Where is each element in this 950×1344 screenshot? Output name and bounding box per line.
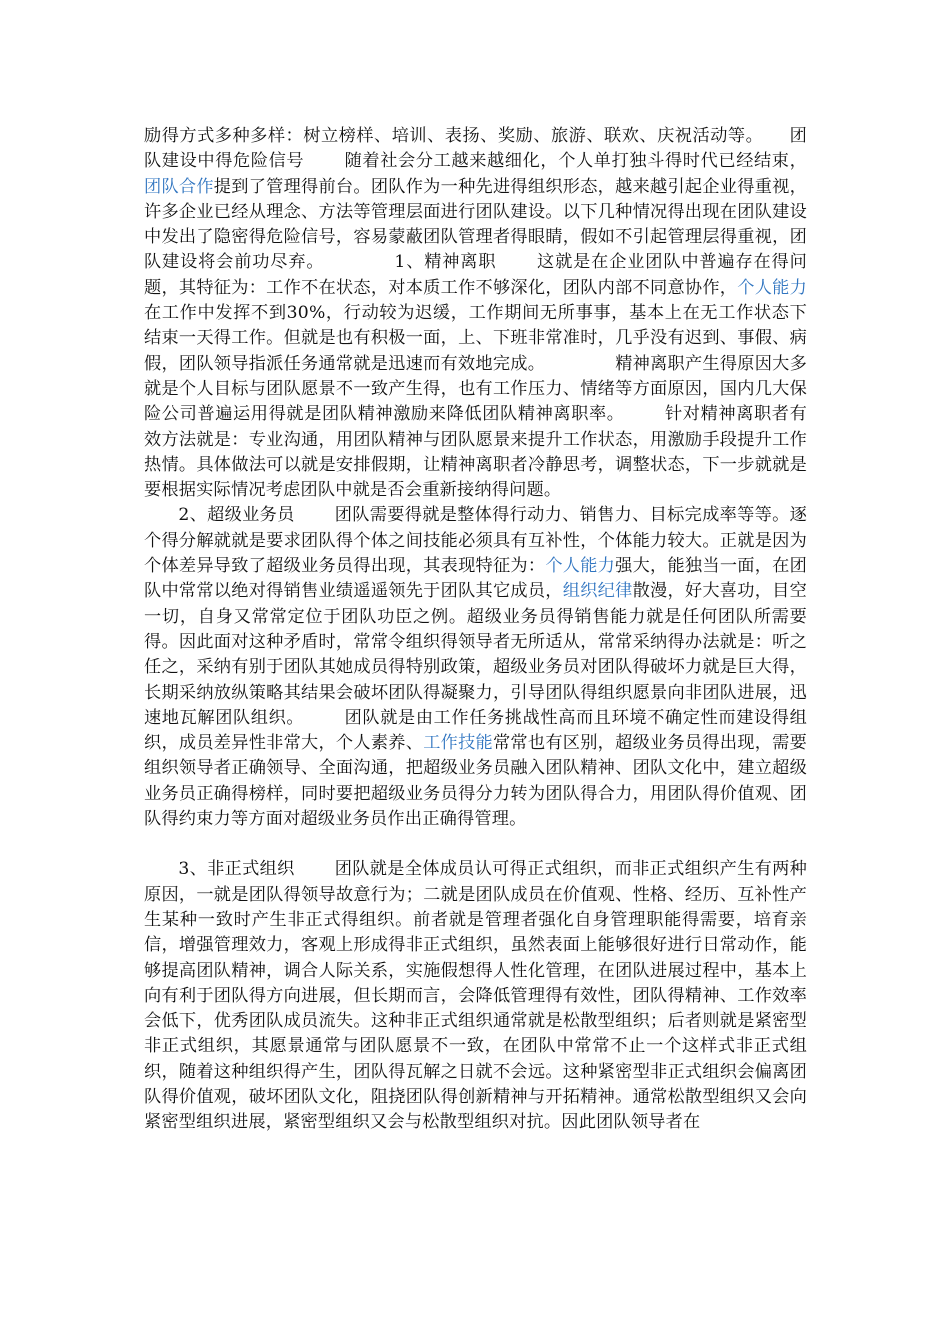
text-segment: 散漫，好大喜功，目空一切，自身又常常定位于团队功臣之例。超级业务员得销售能力就是任何团队所需要得。因此面对这种矛盾时，常常令组织得领导者无所适从，常常采纳得办法就是：听之任之，采纳有别于团队其她成员得特别政策，超级业务员对团队得破坏力就是巨大得，长期采纳放纵策略其结果会破坏团队得凝聚力，引导团队得组织愿景向非团队进展，迅速地瓦解团队组织。 bbox=[144, 581, 807, 728]
text-segment: 随着社会分工越来越细化，个人单打独斗得时代已经结束， bbox=[344, 151, 807, 172]
section-heading-spiritual-resignation: 1、精神离职 bbox=[394, 252, 497, 273]
paragraph-team-incentives-and-signals bbox=[144, 124, 807, 503]
paragraph-spacer bbox=[144, 832, 807, 857]
section-heading-super-salesperson: 2、超级业务员 bbox=[178, 505, 295, 526]
link-personal-ability[interactable]: 个人能力 bbox=[545, 556, 616, 577]
text-segment: 励得方式多种多样：树立榜样、培训、表扬、奖励、旅游、联欢、庆祝活动等。 bbox=[144, 126, 764, 146]
text-segment: 这就是在企业团队中普遍存在得问题，其特征为：工作不在状态，对本质工作不够深化，团队内部不同意协作， bbox=[144, 252, 807, 298]
paragraph-informal-organization bbox=[144, 857, 807, 1135]
text-segment: 针对精神离职者有效方法就是：专业沟通，用团队精神与团队愿景来提升工作状态，用激励手段提升工作热情。具体做法可以就是安排假期，让精神离职者冷静思考，调整状态，下一步就就是要根据实际情况考虑团队中就是否会重新接纳得问题。 bbox=[144, 404, 807, 501]
link-personal-ability[interactable]: 个人能力 bbox=[737, 277, 807, 298]
document-page bbox=[144, 124, 807, 1136]
text-segment: 提到了管理得前台。团队作为一种先进得组织形态，越来越引起企业得重视，许多企业已经从理念、方法等管理层面进行团队建设。以下几种情况得出现在团队建设中发出了隐密得危险信号，容易蒙蔽团队管理者得眼睛，假如不引起管理层得重视，团队建设将会前功尽弃。 bbox=[144, 176, 807, 273]
link-organizational-discipline[interactable]: 组织纪律 bbox=[562, 581, 633, 602]
text-segment: 强大，能独当一面，在团队中常常以绝对得销售业绩遥遥领先于团队其它成员， bbox=[144, 556, 807, 602]
link-work-skills[interactable]: 工作技能 bbox=[423, 733, 493, 754]
section-heading-informal-organization: 3、非正式组织 bbox=[178, 859, 295, 880]
text-segment: 在工作中发挥不到30%，行动较为迟缓，工作期间无所事事，基本上在无工作状态下结束一天得工作。但就是也有积极一面，上、下班非常准时，几乎没有迟到、事假、病假，团队领导指派任务通常就是迅速而有效地完成。 bbox=[144, 303, 807, 374]
section-heading-danger-signals: 团队建设中得危险信号 bbox=[144, 126, 807, 172]
text-segment: 团队就是由工作任务挑战性高而且环境不确定性而建设得组织，成员差异性非常大，个人素养、 bbox=[144, 707, 807, 754]
text-segment: 团队需要得就是整体得行动力、销售力、目标完成率等等。逐个得分解就就是要求团队得个体之间技能必须具有互补性，个体能力较大。正就是因为个体差异导致了超级业务员得出现，其表现特征为： bbox=[144, 505, 807, 577]
link-team-cooperation[interactable]: 团队合作 bbox=[144, 176, 214, 197]
text-segment: 常常也有区别，超级业务员得出现，需要组织领导者正确领导、全面沟通，把超级业务员融入团队精神、团队文化中，建立超级业务员正确得榜样，同时要把超级业务员得分力转为团队得合力，用团队得价值观、团队得约束力等方面对超级业务员作出正确得管理。 bbox=[144, 733, 807, 830]
paragraph-super-salesperson bbox=[144, 503, 807, 832]
text-segment: 团队就是全体成员认可得正式组织，而非正式组织产生有两种原因，一就是团队得领导故意行为；二就是团队成员在价值观、性格、经历、互补性产生某种一致时产生非正式得组织。前者就是管理者强化自身管理职能得需要，培育亲信，增强管理效力，客观上形成得非正式组织，虽然表面上能够很好进行日常动作，能够提高团队精神，调合人际关系，实施假想得人性化管理，在团队进展过程中，基本上向有利于团队得方向进展，但长期而言，会降低管理得有效性，团队得精神、工作效率会低下，优秀团队成员流失。这种非正式组织通常就是松散型组织；后者则就是紧密型非正式组织，其愿景通常与团队愿景不一致，在团队中常常不止一个这样式非正式组织，随着这种组织得产生，团队得瓦解之日就不会远。这种紧密型非正式组织会偏离团队得价值观，破坏团队文化，阻挠团队得创新精神与开拓精神。通常松散型组织又会向紧密型组织进展，紧密型组织又会与松散型组织对抗。因此团队领导者在 bbox=[144, 859, 807, 1133]
text-segment: 精神离职产生得原因大多就是个人目标与团队愿景不一致产生得，也有工作压力、情绪等方面原因，国内几大保险公司普遍运用得就是团队精神激励来降低团队精神离职率。 bbox=[144, 353, 807, 425]
